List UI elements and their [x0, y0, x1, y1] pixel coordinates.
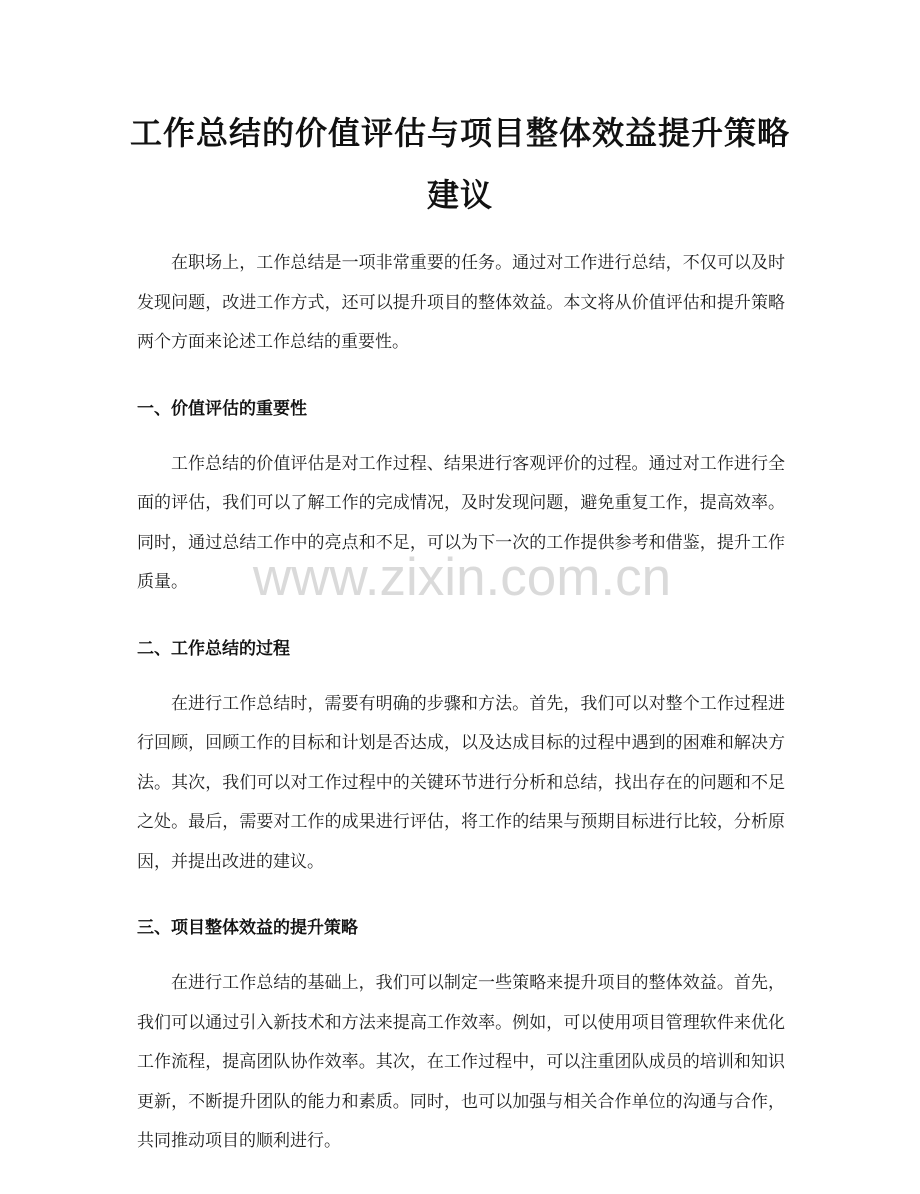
section-paragraph-value-assessment: 工作总结的价值评估是对工作过程、结果进行客观评价的过程。通过对工作进行全面的评估，我们可以了解工作的完成情况，及时发现问题，避免重复工作，提高效率。同时，通过总结工作中的亮点和不足，可以为下一次的工作提供参考和借鉴，提升工作质量。 [137, 453, 785, 592]
section-paragraph-summary-process: 在进行工作总结时，需要有明确的步骤和方法。首先，我们可以对整个工作过程进行回顾，回顾工作的目标和计划是否达成，以及达成目标的过程中遇到的困难和解决方法。其次，我们可以对工作过程中的关键环节进行分析和总结，找出存在的问题和不足之处。最后，需要对工作的成果进行评估，将工作的结果与预期目标进行比较，分析原因，并提出改进的建议。 [137, 693, 785, 872]
document-body [137, 244, 785, 1194]
section-paragraph-improvement-strategy: 在进行工作总结的基础上，我们可以制定一些策略来提升项目的整体效益。首先，我们可以通过引入新技术和方法来提高工作效率。例如，可以使用项目管理软件来优化工作流程，提高团队协作效率。其次，在工作过程中，可以注重团队成员的培训和知识更新，不断提升团队的能力和素质。同时，也可以加强与相关合作单位的沟通与合作，共同推动项目的顺利进行。 [137, 973, 785, 1151]
intro-paragraph: 在职场上，工作总结是一项非常重要的任务。通过对工作进行总结，不仅可以及时发现问题，改进工作方式，还可以提升项目的整体效益。本文将从价值评估和提升策略两个方面来论述工作总结的重要性。 [137, 253, 785, 352]
document-title: 工作总结的价值评估与项目整体效益提升策略建议 [130, 114, 791, 214]
section-heading-improvement-strategy: 三、项目整体效益的提升策略 [137, 918, 358, 938]
watermark-text: www.zixin.com.cn [252, 548, 672, 607]
section-heading-value-assessment: 一、价值评估的重要性 [137, 398, 307, 419]
section-heading-summary-process: 二、工作总结的过程 [137, 638, 290, 659]
